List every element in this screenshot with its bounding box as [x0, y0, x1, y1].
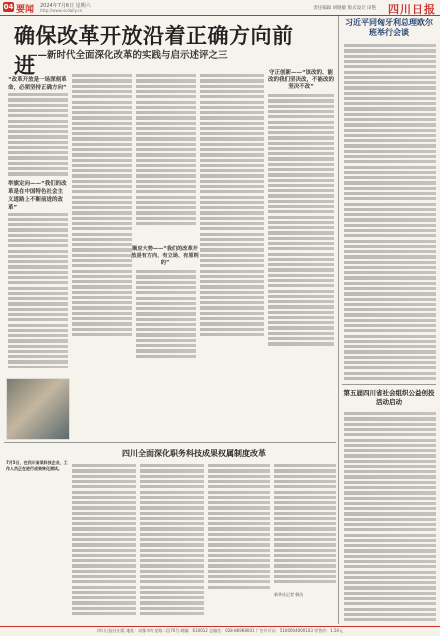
bottom-headline: 四川全面深化职务科技成果权属制度改革 [122, 448, 266, 458]
main-headline: 确保改革开放沿着正确方向前进 [14, 23, 294, 78]
horizontal-divider [4, 442, 336, 443]
section-kicker-2: 举旗定向——“我们的改革是在中国特色社会主义道路上不断前进的改革” [8, 180, 67, 211]
bottom-column-2 [140, 462, 204, 622]
article-column-3 [136, 72, 196, 242]
article-column-5 [268, 92, 334, 368]
issue-date: 2024年7月6日 星期六 [40, 3, 91, 9]
article-column-1 [8, 72, 68, 368]
right-divider [342, 384, 436, 385]
bottom-column-1 [72, 462, 136, 622]
page-footer: 四川日报社出版 地址：成都市红星路二段70号 邮编：610012 总编室：028-86968001 广告许可证：5100004000103 零售价：1.50元 [0, 626, 440, 636]
edition-info: 责任编辑 胡晓敏 版式设计 田艳 [313, 6, 376, 11]
article-column-3b [136, 268, 196, 368]
site-url: http://www.scdaily.cn [40, 8, 83, 13]
right-headline: 习近平同匈牙利总理欧尔班举行会谈 [345, 18, 433, 37]
bottom-column-4 [274, 462, 336, 588]
right-bottom-body [344, 410, 436, 622]
article-column-4 [200, 72, 264, 368]
column-divider [338, 16, 339, 624]
newspaper-logo: 四川日报 [388, 3, 436, 16]
byline: 新华社记者 韩洁 [274, 592, 304, 597]
mid-kicker: 顺应大势——“我们的改革开放是有方向、有立场、有原则的” [131, 246, 199, 266]
masthead [0, 0, 440, 16]
photo-caption: 7月5日，在四川省某科技企业，工作人员正在进行成果转化测试。 [6, 460, 68, 471]
section-title: 要闻 [16, 5, 35, 15]
bottom-column-3 [208, 462, 270, 622]
right-bottom-headline: 第五届四川省社会组织公益创投活动启动 [343, 389, 435, 406]
box-kicker: 守正创新——“该改的、能改的我们坚决改，不能改的坚决不改” [268, 70, 335, 90]
page-number: 04 [3, 3, 14, 11]
right-column-body [344, 42, 436, 380]
article-column-2 [72, 72, 132, 368]
section-kicker-1: “改革开放是一场深刻革命，必须坚持正确方向” [8, 77, 67, 91]
main-subhead: ——新时代全面深化改革的实践与启示述评之三 [28, 50, 228, 61]
news-photo [6, 378, 70, 440]
